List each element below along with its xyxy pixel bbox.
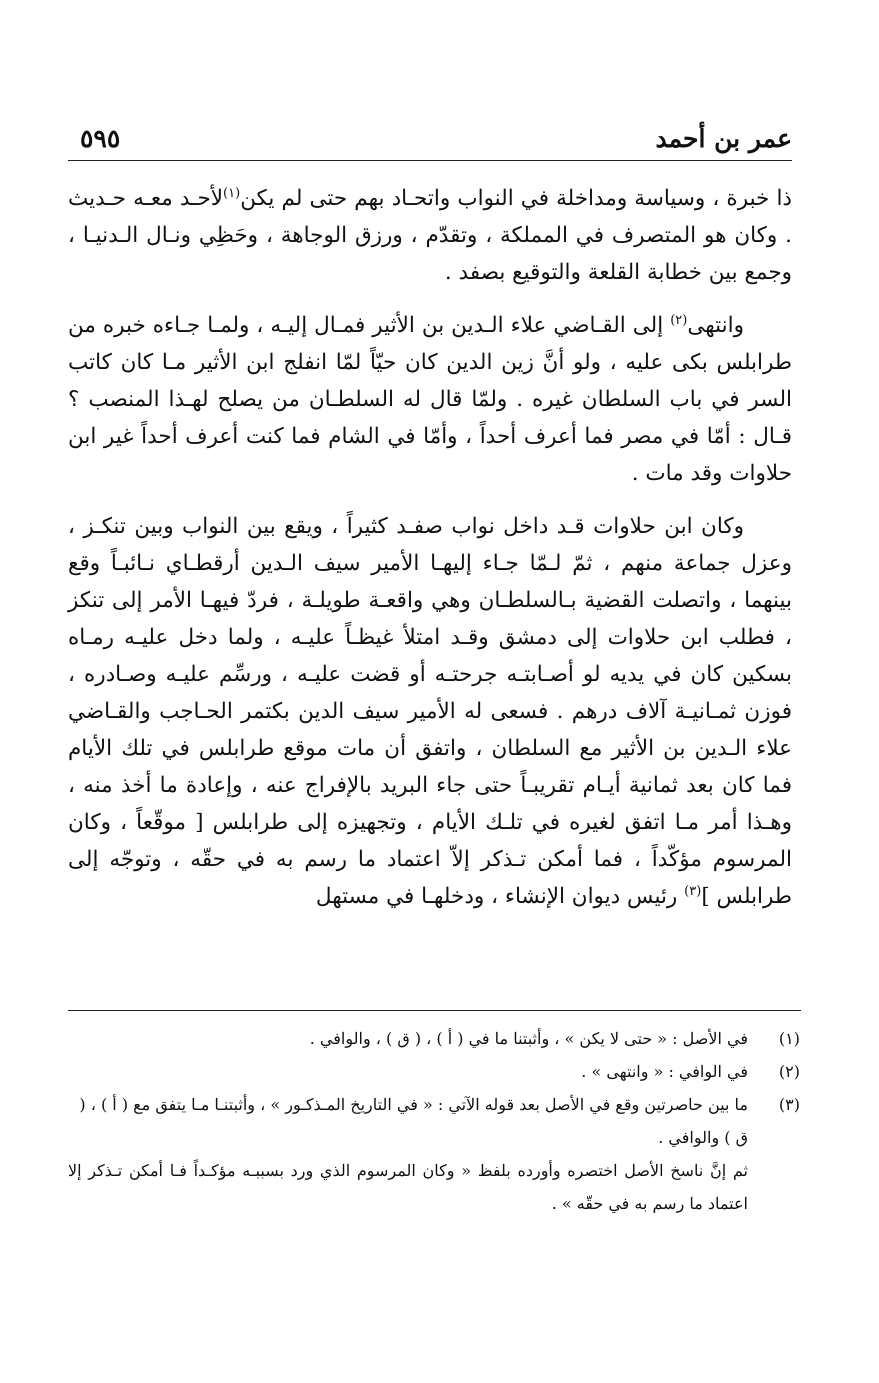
footnote-number: (٢) <box>778 1062 800 1081</box>
footnote-number: (١) <box>778 1029 800 1048</box>
footnotes <box>68 1022 800 1220</box>
footnote-3-continuation: ثم إنَّ ناسخ الأصل اختصره وأورده بلفظ « وكان المرسوم الذي ورد بسببـه مؤكـداً فـا أمكن تـذكر إلا اعتماد ما رسم به في حقّه » . <box>68 1161 748 1213</box>
footnote-text: في الأصل : « حتى لا يكن » ، وأثبتنا ما في ( أ ) ، ( ق ) ، والوافي . <box>309 1029 748 1048</box>
footnote-text: ما بين حاصرتين وقع في الأصل بعد قوله الآتي : « في التاريخ المـذكـور » ، وأثبتنـا مـا يتفق مع ( أ ) ، ( ق ) والوافي . <box>79 1095 748 1147</box>
footnote-2 <box>68 1055 800 1088</box>
paragraph-1: ذا خبرة ، وسياسة ومداخلة في النواب واتحـاد بهم حتى لم يكن$^{(١)}$لأحـد معـه حـديث . وكان هو المتصرف في المملكة ، وتقدّم ، ورزق الوجاهة ، وحَظِي ونـال الـدنيـا ، وجمع بين خطابة القلعة والتوقيع بصفد . <box>68 185 792 285</box>
footnote-text: في الوافي : « وانتهى » . <box>581 1062 748 1081</box>
footnote-ref-2: (٢) <box>670 312 688 328</box>
paragraph-3: وكان ابن حلاوات قـد داخل نواب صفـد كثيراً ، ويقع بين النواب وبين تنكـز ، وعزل جماعة منهم ، ثمّ لـمّا جـاء إليهـا الأمير سيف الـدين أرقطـاي نـائبـاً وقع بينهما ، واتصلت القضية بـالسلطـان وهي واقعـة طويلـة ، فردّ فيهـا الأمر إلى تنكز ، فطلب ابن حلاوات إلى دمشق وقـد امتلأ غيظـاً عليـه ، ولما دخل عليـه رمـاه بسكين كان في يديه لو أصـابتـه جرحتـه أو قضت عليـه ، ورسِّم عليـه وصـادره ، فوزن ثمـانيـة آلاف درهم . فسعى له الأمير سيف الدين بكتمر الحـاجب والقـاضي علاء الـدين بن الأثير مع السلطان ، واتفق أن مات موقع طرابلس في تلك الأيام فما كان بعد ثمانية أيـام تقريبـاً حتى جاء البريد بالإفراج عنه ، وإعادة ما أخذ منه ، وهـذا أمر مـا اتفق لغيره في تلـك الأيام ، وتجهيزه إلى طرابلس [ موقّعاً ، وكان المرسوم مؤكّداً ، فما أمكن تـذكر إلاّ اعتماد ما رسم به في حقّه ، وتوجّه إلى طرابلس ]$^{(٣)}$ رئيس ديوان الإنشاء ، ودخلهـا في مستهل <box>68 514 792 909</box>
page-number: ٥٩٥ <box>80 124 121 153</box>
paragraph-2: وانتهى$^{(٢)}$ إلى القـاضي علاء الـدين بن الأثير فمـال إليـه ، ولمـا جـاءه خبره من طرابلس بكى عليه ، ولو أنَّ زين الدين كان حيّاً لمّا انفلج ابن الأثير مـا كان كاتب السر في باب السلطان غيره . ولمّا قال له السلطـان من يصلح لهـذا المنصب ؟ قـال : أمّا في مصر فما أعرف أحداً ، وأمّا في الشام فما كنت أعرف أحداً غير ابن حلاوات وقد مات . <box>68 312 792 486</box>
running-title: عمر بن أحمد <box>655 124 792 153</box>
footnote-ref-1: (١) <box>223 185 241 201</box>
page-header <box>68 118 792 161</box>
footnote-divider <box>68 1010 801 1011</box>
footnote-3 <box>68 1088 800 1154</box>
footnote-1 <box>68 1022 800 1055</box>
footnote-number: (٣) <box>778 1095 800 1114</box>
footnote-ref-3: (٣) <box>684 883 702 899</box>
main-text <box>68 180 792 915</box>
